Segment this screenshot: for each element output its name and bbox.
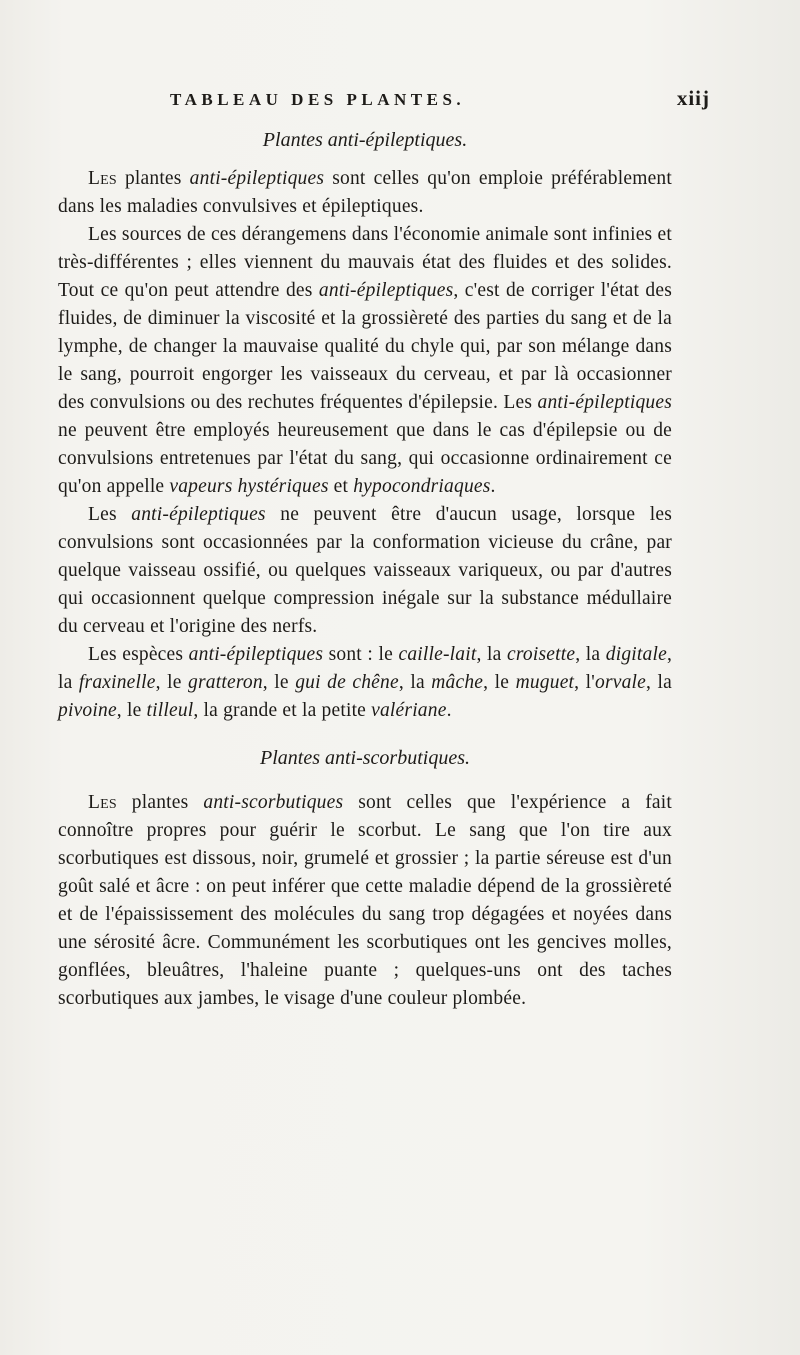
section-heading-anti-epileptiques: Plantes anti-épileptiques. <box>262 129 468 151</box>
page-number: xiij <box>676 86 710 110</box>
body-text <box>58 125 672 1013</box>
section-heading-anti-scorbutiques: Plantes anti-scorbutiques. <box>260 747 470 769</box>
running-head <box>170 86 710 120</box>
paragraph: Les plantes anti-épileptiques sont celles qu'on emploie préférablement dans les maladies convulsives et épileptiques. <box>58 168 672 217</box>
paragraph: Les sources de ces dérangemens dans l'économie animale sont infinies et très-différentes ; elles viennent du mauvais état des fluides et des solides. Tout ce qu'on peut attendre des anti-épileptiques, c'est de corriger l'état des fluides, de diminuer la viscosité et la grossièreté des parties du sang et de la lymphe, de changer la mauvaise qualité du chyle qui, par son mélange dans le sang, pourroit engorger les vaisseaux du cerveau, et par là occasionner des convulsions ou des rechutes fréquentes d'épilepsie. Les anti-épileptiques ne peuvent être employés heureusement que dans le cas d'épilepsie ou de convulsions entretenues par l'état du sang, qui occasionne ordinairement ce qu'on appelle vapeurs hystériques et hypocondriaques. <box>58 224 672 497</box>
paragraph: Les anti-épileptiques ne peuvent être d'aucun usage, lorsque les convulsions sont occasionnées par la conformation vicieuse du crâne, par quelque vaisseau ossifié, ou quelques vaisseaux variqueux, ou par d'autres qui occasionnent quelque compression inégale sur la substance médullaire du cerveau et l'origine des nerfs. <box>58 504 672 637</box>
running-title: TABLEAU DES PLANTES. <box>170 90 466 109</box>
paragraph: Les espèces anti-épileptiques sont : le caille-lait, la croisette, la digitale, la fraxinelle, le gratteron, le gui de chêne, la mâche, le muguet, l'orvale, la pivoine, le tilleul, la grande et la petite valériane. <box>58 644 673 721</box>
paragraph: Les plantes anti-scorbutiques sont celles que l'expérience a fait connoître propres pour guérir le scorbut. Le sang que l'on tire aux scorbutiques est dissous, noir, grumelé et grossier ; la partie séreuse est d'un goût salé et âcre : on peut inférer que cette maladie dépend de la grossièreté et de l'épaississement des molécules du sang trop dégagées et noyées dans une sérosité âcre. Communément les scorbutiques ont les gencives molles, gonflées, bleuâtres, l'haleine puante ; quelques-uns ont des taches scorbutiques aux jambes, le visage d'une couleur plombée. <box>58 792 672 1009</box>
